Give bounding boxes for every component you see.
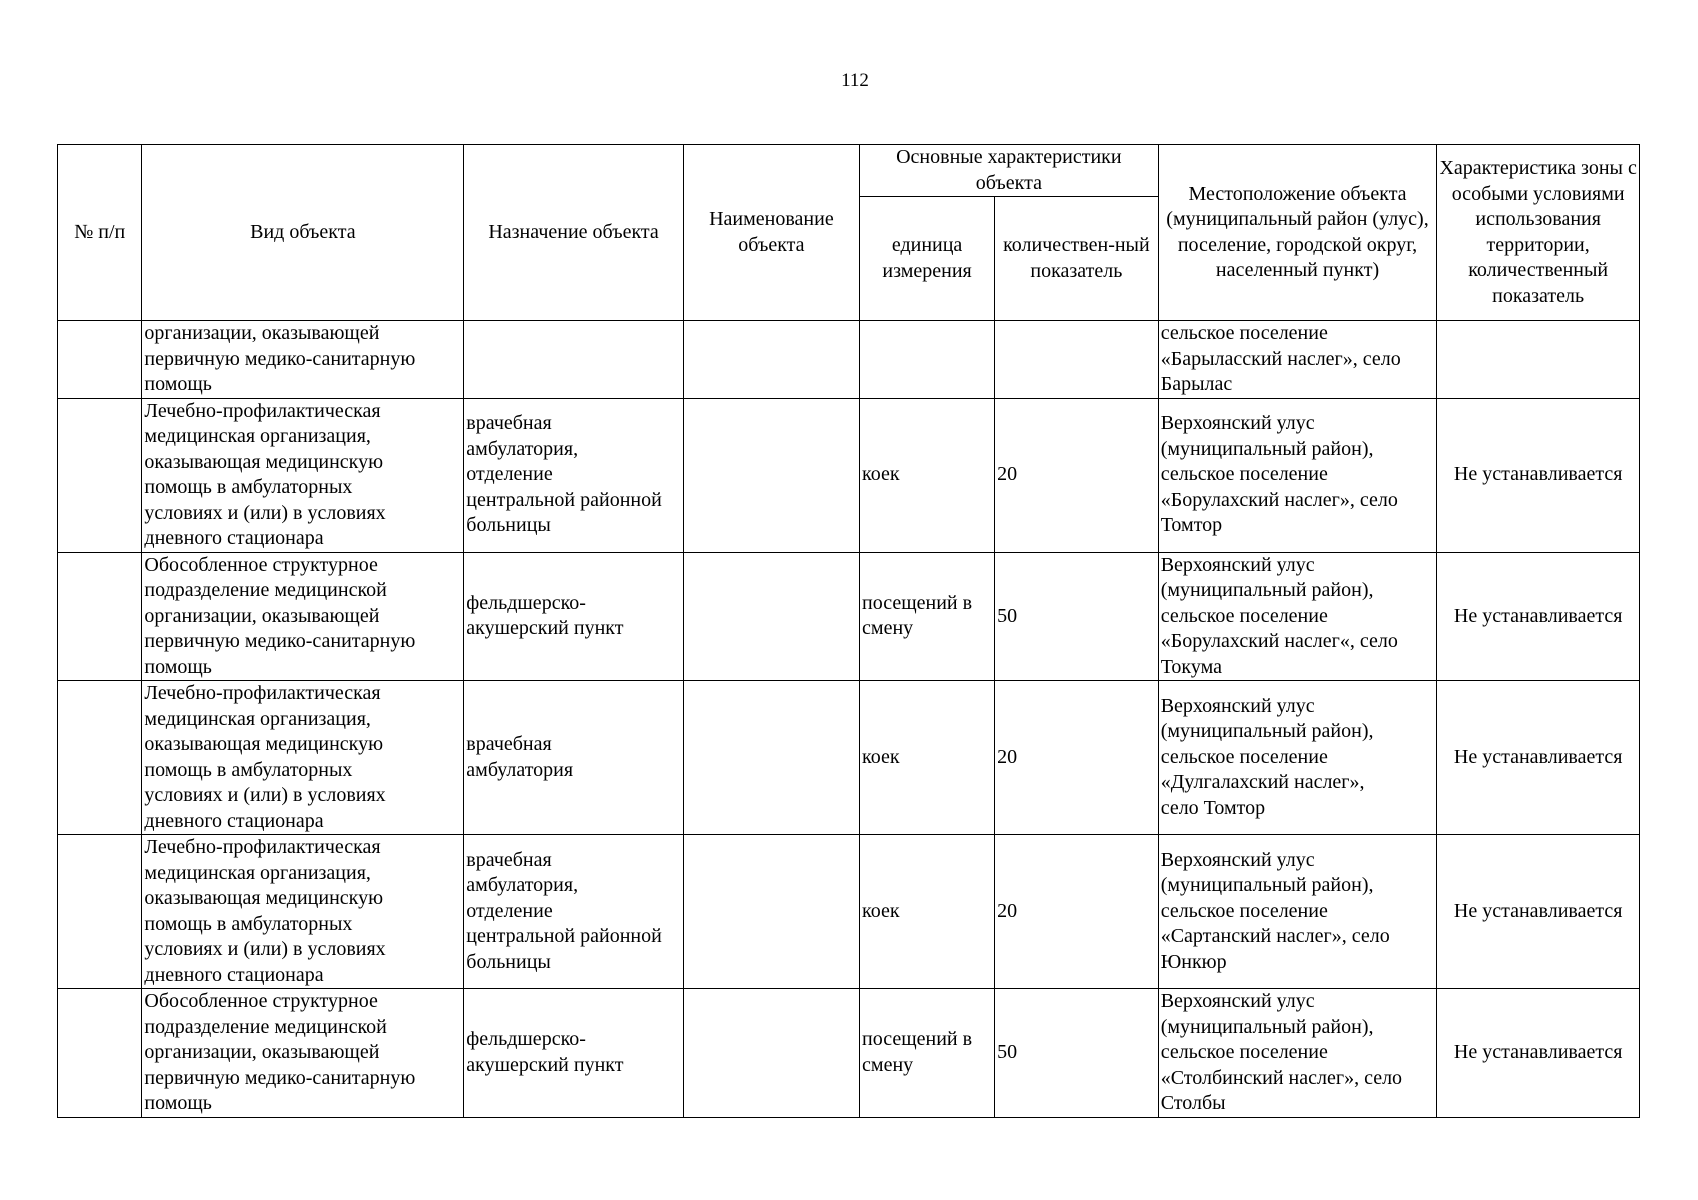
cell-location xyxy=(1158,552,1437,681)
cell-line: сельское поселение xyxy=(1160,604,1328,627)
cell-type xyxy=(142,321,464,399)
cell-num xyxy=(58,552,142,681)
cell-line: амбулатория, xyxy=(466,437,579,460)
cell-name xyxy=(683,321,859,399)
cell-line: помощь в амбулаторных xyxy=(144,912,353,935)
cell-type xyxy=(142,989,464,1118)
cell-unit xyxy=(860,552,995,681)
cell-line: помощь xyxy=(144,655,212,678)
cell-line: оказывающая медицинскую xyxy=(144,450,384,473)
cell-line: подразделение медицинской xyxy=(144,1015,387,1038)
table-row xyxy=(58,552,1640,681)
cell-line: «Столбинский наслег», село xyxy=(1160,1066,1403,1089)
cell-type xyxy=(142,552,464,681)
cell-line: первичную медико-санитарную xyxy=(144,347,416,370)
cell-purpose xyxy=(464,835,684,989)
cell-line: «Сартанский наслег», село xyxy=(1160,925,1390,948)
cell-line: Верхоянский улус xyxy=(1160,848,1315,871)
cell-line: Томтор xyxy=(1160,514,1223,537)
cell-line: оказывающая медицинскую xyxy=(144,733,384,755)
page-number: 112 xyxy=(841,70,869,91)
cell-location xyxy=(1158,398,1437,552)
table-row xyxy=(58,835,1640,989)
cell-line: село Томтор xyxy=(1160,796,1266,819)
cell-line: Столбы xyxy=(1160,1092,1226,1114)
cell-unit xyxy=(860,681,995,835)
cell-name xyxy=(683,989,859,1118)
cell-line: организации, оказывающей xyxy=(144,322,380,344)
cell-quantity xyxy=(995,321,1159,399)
cell-line: «Борулахский наслег«, село xyxy=(1160,630,1398,652)
cell-line: Токума xyxy=(1160,655,1222,678)
cell-line: условиях и (или) в условиях xyxy=(144,501,386,524)
cell-zone: Не устанавливается xyxy=(1437,681,1640,835)
cell-line: условиях и (или) в условиях xyxy=(144,938,386,960)
cell-zone: Не устанавливается xyxy=(1437,398,1640,552)
cell-type xyxy=(142,398,464,552)
table-row xyxy=(58,989,1640,1118)
cell-line: посещений в xyxy=(862,1028,973,1051)
cell-name xyxy=(683,552,859,681)
cell-line: помощь xyxy=(144,373,212,395)
cell-line: (муниципальный район), xyxy=(1160,1015,1374,1038)
cell-line: амбулатория xyxy=(466,758,574,781)
header-name: Наименование объекта xyxy=(683,145,859,321)
cell-num xyxy=(58,321,142,399)
cell-line: сельское поселение xyxy=(1160,745,1328,768)
header-purpose: Назначение объекта xyxy=(464,145,684,321)
header-zone: Характеристика зоны с особыми условиями использования территории, количественный показатель xyxy=(1437,145,1640,321)
cell-line: посещений в xyxy=(862,591,973,614)
cell-purpose xyxy=(464,989,684,1118)
cell-line: коек xyxy=(862,463,900,486)
cell-line: врачебная xyxy=(466,733,552,755)
cell-line: сельское поселение xyxy=(1160,322,1328,344)
cell-line: Лечебно-профилактическая xyxy=(144,836,381,858)
cell-line: фельдшерско- xyxy=(466,1028,586,1051)
cell-line: Верхоянский улус xyxy=(1160,694,1315,717)
cell-name xyxy=(683,835,859,989)
cell-type xyxy=(142,681,464,835)
cell-line: подразделение медицинской xyxy=(144,579,387,601)
cell-line: Лечебно-профилактическая xyxy=(144,399,381,422)
objects-table xyxy=(57,144,1640,1118)
cell-line: врачебная xyxy=(466,848,552,871)
cell-line: сельское поселение xyxy=(1160,463,1328,486)
cell-purpose xyxy=(464,681,684,835)
cell-line: (муниципальный район), xyxy=(1160,579,1374,601)
cell-line: Юнкюр xyxy=(1160,950,1227,973)
cell-location xyxy=(1158,321,1437,399)
header-quantity: количествен-ный показатель xyxy=(995,197,1159,321)
cell-line: первичную медико-санитарную xyxy=(144,1066,416,1089)
cell-location xyxy=(1158,681,1437,835)
cell-line: сельское поселение xyxy=(1160,1041,1328,1063)
cell-line: Верхоянский улус xyxy=(1160,553,1315,576)
cell-line: организации, оказывающей xyxy=(144,604,380,627)
cell-location xyxy=(1158,835,1437,989)
header-num: № п/п xyxy=(58,145,142,321)
cell-line: помощь в амбулаторных xyxy=(144,476,353,498)
cell-line: Барылас xyxy=(1160,373,1233,395)
table-header xyxy=(58,145,1640,321)
cell-num xyxy=(58,681,142,835)
cell-line: медицинская организация, xyxy=(144,861,371,884)
cell-name xyxy=(683,681,859,835)
cell-unit xyxy=(860,321,995,399)
cell-line: Обособленное структурное xyxy=(144,553,378,576)
cell-line: условиях и (или) в условиях xyxy=(144,784,386,806)
cell-num xyxy=(58,835,142,989)
cell-line: помощь xyxy=(144,1092,212,1114)
cell-line: первичную медико-санитарную xyxy=(144,630,416,652)
table-row xyxy=(58,398,1640,552)
cell-unit xyxy=(860,835,995,989)
cell-line: фельдшерско- xyxy=(466,591,586,614)
cell-line: центральной районной xyxy=(466,925,662,948)
table-row xyxy=(58,681,1640,835)
cell-line: «Барыласский наслег», село xyxy=(1160,347,1401,370)
cell-purpose xyxy=(464,398,684,552)
cell-num xyxy=(58,989,142,1118)
cell-line: смену xyxy=(862,1053,914,1076)
cell-num xyxy=(58,398,142,552)
cell-line: Лечебно-профилактическая xyxy=(144,682,381,704)
cell-line: оказывающая медицинскую xyxy=(144,887,384,909)
cell-line: «Борулахский наслег», село xyxy=(1160,488,1398,511)
cell-line: Обособленное структурное xyxy=(144,990,378,1012)
cell-line: акушерский пункт xyxy=(466,1053,624,1076)
table-row xyxy=(58,321,1640,399)
cell-name xyxy=(683,398,859,552)
cell-line: (муниципальный район), xyxy=(1160,720,1374,743)
cell-line: помощь в амбулаторных xyxy=(144,758,353,781)
cell-location xyxy=(1158,989,1437,1118)
cell-line: больницы xyxy=(466,950,551,973)
cell-line: врачебная xyxy=(466,412,552,435)
cell-line: сельское поселение xyxy=(1160,899,1328,922)
cell-line: медицинская организация, xyxy=(144,707,371,730)
cell-type xyxy=(142,835,464,989)
cell-zone: Не устанавливается xyxy=(1437,835,1640,989)
cell-zone xyxy=(1437,321,1640,399)
cell-line: коек xyxy=(862,745,900,768)
cell-line: (муниципальный район), xyxy=(1160,437,1374,460)
cell-line: центральной районной xyxy=(466,488,662,511)
header-characteristics: Основные характеристики объекта xyxy=(860,145,1159,197)
cell-quantity: 20 xyxy=(995,835,1159,989)
cell-zone: Не устанавливается xyxy=(1437,552,1640,681)
cell-line: больницы xyxy=(466,514,551,537)
cell-line: организации, оказывающей xyxy=(144,1041,380,1063)
cell-quantity: 20 xyxy=(995,681,1159,835)
cell-line: дневного стационара xyxy=(144,527,324,549)
cell-unit xyxy=(860,398,995,552)
table-body xyxy=(58,321,1640,1118)
cell-line: Верхоянский улус xyxy=(1160,412,1315,435)
header-location: Местоположение объекта (муниципальный район (улус), поселение, городской округ, населенный пункт) xyxy=(1158,145,1437,321)
cell-quantity: 50 xyxy=(995,989,1159,1118)
cell-purpose xyxy=(464,321,684,399)
cell-line: коек xyxy=(862,899,900,922)
cell-line: отделение xyxy=(466,463,553,486)
cell-line: дневного стационара xyxy=(144,809,324,832)
header-type: Вид объекта xyxy=(142,145,464,321)
cell-line: медицинская организация, xyxy=(144,425,371,447)
cell-zone: Не устанавливается xyxy=(1437,989,1640,1118)
header-unit: единица измерения xyxy=(860,197,995,321)
cell-unit xyxy=(860,989,995,1118)
cell-line: амбулатория, xyxy=(466,874,579,897)
cell-quantity: 20 xyxy=(995,398,1159,552)
cell-purpose xyxy=(464,552,684,681)
cell-line: (муниципальный район), xyxy=(1160,874,1374,897)
cell-line: дневного стационара xyxy=(144,963,324,986)
cell-line: акушерский пункт xyxy=(466,617,624,640)
cell-quantity: 50 xyxy=(995,552,1159,681)
cell-line: «Дулгалахский наслег», xyxy=(1160,771,1365,794)
cell-line: Верхоянский улус xyxy=(1160,990,1315,1012)
cell-line: смену xyxy=(862,617,914,640)
cell-line: отделение xyxy=(466,899,553,922)
